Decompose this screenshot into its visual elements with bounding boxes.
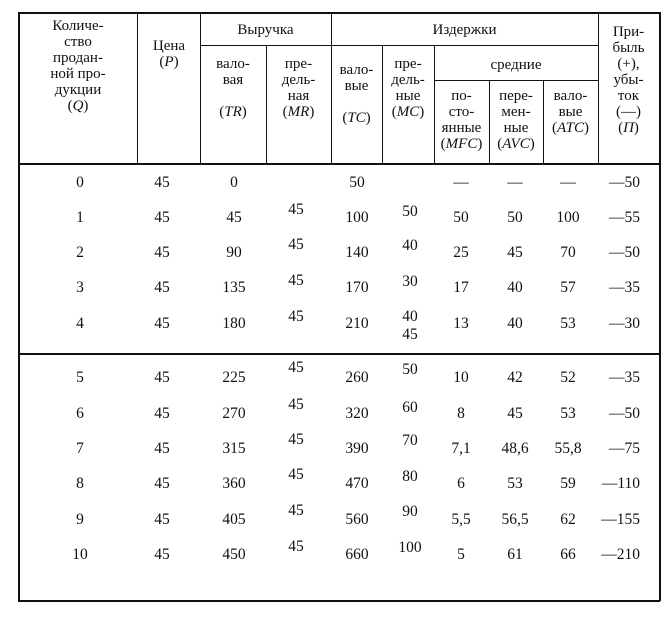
section-divider — [18, 353, 660, 355]
header-revenue: Выручка — [237, 22, 294, 38]
cell-total-cost: 320 — [345, 405, 369, 422]
cell-quantity: 5 — [76, 369, 84, 386]
header-divider — [18, 163, 660, 165]
col-line-1 — [137, 12, 138, 164]
cell-total-cost: 210 — [345, 315, 369, 332]
cell-average-variable-cost: 45 — [507, 244, 523, 261]
cell-total-revenue: 135 — [222, 279, 246, 296]
cell-quantity: 4 — [76, 315, 84, 332]
header-average-fixed-cost: по- сто- янные (MFC) — [440, 88, 483, 152]
header-total-revenue: вало- вая (TR) — [216, 56, 250, 120]
cell-marginal-cost: 70 — [402, 432, 418, 449]
cell-profit: —55 — [609, 209, 640, 226]
cell-price: 45 — [154, 440, 170, 457]
cell-marginal-cost: 50 — [402, 361, 418, 378]
cell-quantity: 0 — [76, 174, 84, 191]
cell-marginal-revenue: 45 — [288, 201, 304, 218]
table-border-right — [659, 12, 661, 601]
table-border-top — [18, 12, 660, 14]
cell-average-total-cost: 53 — [560, 315, 576, 332]
cell-marginal-revenue: 45 — [288, 308, 304, 325]
cell-marginal-cost: 80 — [402, 468, 418, 485]
cell-profit: —50 — [609, 405, 640, 422]
cell-average-fixed-cost: — — [453, 174, 469, 191]
cell-marginal-cost: 50 — [402, 203, 418, 220]
cell-average-total-cost: 59 — [560, 475, 576, 492]
cell-quantity: 8 — [76, 475, 84, 492]
cell-quantity: 10 — [72, 546, 88, 563]
cell-quantity: 3 — [76, 279, 84, 296]
cell-price: 45 — [154, 174, 170, 191]
table-border-bottom — [18, 600, 660, 602]
cell-average-total-cost: 55,8 — [554, 440, 582, 457]
cell-average-fixed-cost: 17 — [453, 279, 469, 296]
cell-quantity: 6 — [76, 405, 84, 422]
cell-marginal-revenue: 45 — [288, 359, 304, 376]
cell-marginal-cost: 40 — [402, 308, 418, 325]
cell-marginal-revenue: 45 — [288, 538, 304, 555]
average-subheader-line — [434, 80, 598, 81]
cell-total-revenue: 450 — [222, 546, 246, 563]
cell-total-cost: 100 — [345, 209, 369, 226]
header-costs: Издержки — [432, 22, 497, 38]
cell-average-total-cost: 53 — [560, 405, 576, 422]
cell-average-fixed-cost: 8 — [457, 405, 465, 422]
cell-average-variable-cost: 42 — [507, 369, 523, 386]
cell-total-revenue: 405 — [222, 511, 246, 528]
cell-total-revenue: 0 — [230, 174, 238, 191]
cell-average-variable-cost: 40 — [507, 279, 523, 296]
cell-price: 45 — [154, 279, 170, 296]
cell-average-total-cost: 52 — [560, 369, 576, 386]
header-quantity: Количе- ство продан- ной про- дукции (Q) — [50, 18, 106, 114]
cell-average-total-cost: 70 — [560, 244, 576, 261]
cell-price: 45 — [154, 209, 170, 226]
cell-average-total-cost: 100 — [556, 209, 580, 226]
cell-average-total-cost: 62 — [560, 511, 576, 528]
cell-price: 45 — [154, 405, 170, 422]
cell-total-revenue: 315 — [222, 440, 246, 457]
cell-average-variable-cost: 56,5 — [501, 511, 529, 528]
cell-total-revenue: 225 — [222, 369, 246, 386]
cell-profit: —35 — [609, 369, 640, 386]
cell-average-variable-cost: 40 — [507, 315, 523, 332]
cell-average-fixed-cost: 50 — [453, 209, 469, 226]
costs-subheader-line — [331, 45, 598, 46]
cell-total-cost: 470 — [345, 475, 369, 492]
cell-marginal-cost: 100 — [398, 539, 422, 556]
cell-average-variable-cost: 48,6 — [501, 440, 529, 457]
cell-marginal-revenue: 45 — [288, 236, 304, 253]
cell-average-variable-cost: 53 — [507, 475, 523, 492]
cell-average-variable-cost: — — [507, 174, 523, 191]
cell-marginal-cost: 60 — [402, 399, 418, 416]
header-marginal-cost: пре- дель- ные (MC) — [391, 56, 425, 120]
cell-marginal-revenue: 45 — [288, 431, 304, 448]
cell-price: 45 — [154, 369, 170, 386]
cell-average-fixed-cost: 6 — [457, 475, 465, 492]
header-profit: При- быль (+), убы- ток (—) (П) — [612, 24, 645, 136]
cell-profit: —155 — [601, 511, 640, 528]
cell-marginal-revenue: 45 — [288, 502, 304, 519]
cell-average-fixed-cost: 13 — [453, 315, 469, 332]
cell-marginal-cost: 30 — [402, 273, 418, 290]
cell-average-total-cost: 57 — [560, 279, 576, 296]
cell-average-total-cost: 66 — [560, 546, 576, 563]
cell-total-revenue: 180 — [222, 315, 246, 332]
cell-quantity: 2 — [76, 244, 84, 261]
cell-average-fixed-cost: 5 — [457, 546, 465, 563]
cell-price: 45 — [154, 315, 170, 332]
cell-total-cost: 50 — [349, 174, 365, 191]
cell-marginal-cost: 40 — [402, 237, 418, 254]
cell-marginal-revenue: 45 — [288, 272, 304, 289]
cell-marginal-revenue: 45 — [288, 396, 304, 413]
cell-total-cost: 140 — [345, 244, 369, 261]
header-average-total-cost: вало- вые (ATC) — [552, 88, 589, 136]
cell-total-revenue: 45 — [226, 209, 242, 226]
cell-average-total-cost: — — [560, 174, 576, 191]
cell-average-variable-cost: 50 — [507, 209, 523, 226]
cell-marginal-cost: 90 — [402, 503, 418, 520]
cell-price: 45 — [154, 546, 170, 563]
cell-total-cost: 390 — [345, 440, 369, 457]
cell-marginal-revenue: 45 — [288, 466, 304, 483]
cell-total-cost: 170 — [345, 279, 369, 296]
header-marginal-revenue: пре- дель- ная (MR) — [281, 56, 316, 120]
cell-average-variable-cost: 61 — [507, 546, 523, 563]
cell-profit: —75 — [609, 440, 640, 457]
header-price: Цена (P) — [152, 38, 186, 70]
cell-profit: —30 — [609, 315, 640, 332]
cell-total-cost: 660 — [345, 546, 369, 563]
cell-average-variable-cost: 45 — [507, 405, 523, 422]
cell-price: 45 — [154, 475, 170, 492]
cell-total-revenue: 90 — [226, 244, 242, 261]
cell-profit: —110 — [601, 475, 640, 492]
cell-price: 45 — [154, 511, 170, 528]
cell-average-fixed-cost: 5,5 — [451, 511, 471, 528]
cell-profit: —210 — [601, 546, 640, 563]
header-average-costs: средние — [490, 57, 542, 73]
header-average-variable-cost: пере- мен- ные (AVC) — [497, 88, 535, 152]
cell-total-revenue: 270 — [222, 405, 246, 422]
cell-quantity: 9 — [76, 511, 84, 528]
cell-quantity: 7 — [76, 440, 84, 457]
header-total-cost: вало- вые (TC) — [339, 62, 374, 126]
cell-average-fixed-cost: 25 — [453, 244, 469, 261]
cell-quantity: 1 — [76, 209, 84, 226]
cell-average-fixed-cost: 10 — [453, 369, 469, 386]
cell-marginal-cost: 45 — [402, 326, 418, 343]
cell-average-fixed-cost: 7,1 — [451, 440, 471, 457]
cell-total-cost: 260 — [345, 369, 369, 386]
cell-profit: —50 — [609, 244, 640, 261]
cell-profit: —50 — [609, 174, 640, 191]
cell-price: 45 — [154, 244, 170, 261]
cell-total-revenue: 360 — [222, 475, 246, 492]
cell-profit: —35 — [609, 279, 640, 296]
cell-total-cost: 560 — [345, 511, 369, 528]
